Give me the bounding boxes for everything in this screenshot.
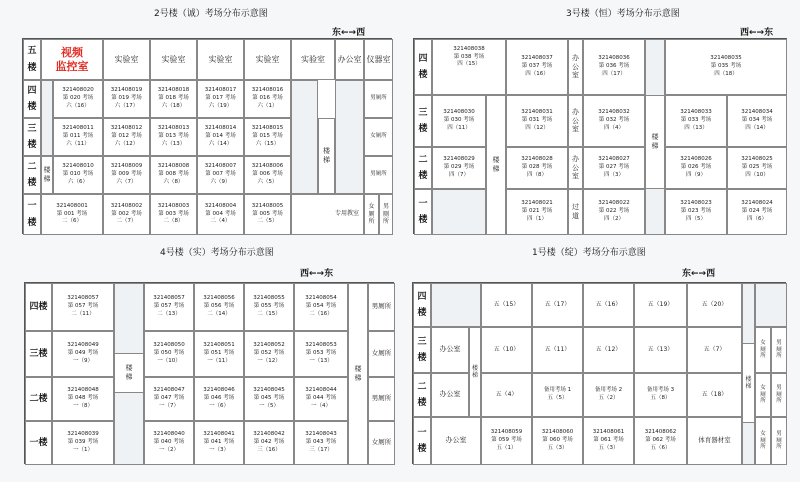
office-room: 办 公 室 <box>568 95 583 147</box>
mens-restroom: 男厕所 <box>364 80 393 118</box>
exam-room: 321408057 第 057 考场 二（13） <box>144 283 194 331</box>
exam-room: 321408031 第 031 考场 四（12） <box>506 95 568 147</box>
exam-room: 321408008 第 008 考场 六（8） <box>150 156 197 194</box>
exam-room: 321408021 第 021 考场 四（1） <box>506 189 568 235</box>
exam-room: 321408028 第 028 考场 四（8） <box>506 147 568 189</box>
building1-title: 1号楼（绽）考场分布示意图 <box>532 248 646 258</box>
exam-room: 321408005 第 005 考场 二（5） <box>244 194 291 235</box>
exam-room: 321408011 第 011 考场 六（11） <box>53 118 103 156</box>
lab-room: 实验室 <box>150 39 197 80</box>
exam-room: 321408038 第 038 考场 四（15） <box>432 39 506 95</box>
mens-restroom: 男厕所 <box>368 377 395 421</box>
floor-label: 二 楼 <box>23 156 41 194</box>
equipment-room: 仪器室 <box>364 39 393 80</box>
floor-label: 三 楼 <box>23 118 41 156</box>
exam-room: 321408056 第 056 考场 二（14） <box>194 283 244 331</box>
lab-room: 实验室 <box>244 39 291 80</box>
building1-plan <box>412 282 786 464</box>
class-room: 五（13） <box>634 327 687 373</box>
exam-room: 321408036 第 036 考场 四（17） <box>583 39 645 95</box>
class-room: 五（20） <box>687 283 742 327</box>
class-room: 五（10） <box>481 327 532 373</box>
exam-room: 321408035 第 035 考场 四（18） <box>665 39 787 95</box>
exam-room: 321408054 第 054 考场 二（16） <box>294 283 348 331</box>
floor-label: 一 楼 <box>414 189 432 235</box>
exam-room: 321408037 第 037 考场 四（16） <box>506 39 568 95</box>
building3-direction: 西←→东 <box>740 28 774 38</box>
building4-direction: 西←→东 <box>300 269 334 279</box>
video-monitoring-room: 视频 监控室 <box>41 39 103 80</box>
building4-title: 4号楼（实）考场分布示意图 <box>160 248 274 258</box>
exam-room: 321408029 第 029 考场 四（7） <box>432 147 486 189</box>
building4-plan <box>24 282 394 464</box>
exam-room: 321408043 第 043 考场 三（17） <box>294 421 348 465</box>
floor-label: 一 楼 <box>23 194 41 235</box>
exam-room: 321408057 第 057 考场 二（11） <box>52 283 114 331</box>
exam-room: 321408001 第 001 考场 二（6） <box>41 194 103 235</box>
womens-restroom: 女 厕 所 <box>755 373 771 417</box>
exam-room: 321408048 第 048 考场 一（8） <box>52 377 114 421</box>
exam-room: 321408023 第 023 考场 四（5） <box>665 189 727 235</box>
stairs: 楼 梯 <box>348 283 368 465</box>
passage: 过 道 <box>568 189 583 235</box>
exam-room: 321408047 第 047 考场 一（7） <box>144 377 194 421</box>
mens-restroom: 男 厕 所 <box>771 417 787 465</box>
class-room: 五（11） <box>532 327 583 373</box>
exam-room: 321408022 第 022 考场 四（2） <box>583 189 645 235</box>
exam-room: 321408042 第 042 考场 三（16） <box>244 421 294 465</box>
exam-room: 321408034 第 034 考场 四（14） <box>727 95 787 147</box>
building2-title: 2号楼（诚）考场分布示意图 <box>154 9 268 19</box>
mens-restroom: 男厕所 <box>368 283 395 331</box>
exam-room: 321408017 第 017 考场 六（19） <box>197 80 244 118</box>
exam-room: 321408002 第 002 考场 二（7） <box>103 194 150 235</box>
class-room: 五（7） <box>687 327 742 373</box>
lab-room: 实验室 <box>291 39 335 80</box>
exam-room: 321408027 第 027 考场 四（3） <box>583 147 645 189</box>
gym-equipment-room: 体育器材室 <box>687 417 742 465</box>
office-room: 办公室 <box>431 373 469 417</box>
exam-room: 321408015 第 015 考场 六（15） <box>244 118 291 156</box>
exam-room: 321408020 第 020 考场 六（16） <box>53 80 103 118</box>
special-classroom: 专用教室 <box>291 194 364 235</box>
building1-direction: 东←→西 <box>682 269 716 279</box>
building2-plan <box>22 38 392 234</box>
stairs: 楼 梯 <box>486 95 506 235</box>
corridor <box>291 80 318 194</box>
backup-exam-room: 备用考场 2 五（2） <box>583 373 634 417</box>
exam-room: 321408024 第 024 考场 四（6） <box>727 189 787 235</box>
floor-label: 二楼 <box>25 377 52 421</box>
floor-label: 四楼 <box>25 283 52 331</box>
class-room: 五（19） <box>634 283 687 327</box>
stairs: 楼 梯 <box>318 118 335 194</box>
exam-room: 321408051 第 051 考场 一（11） <box>194 331 244 377</box>
floor-label: 二 楼 <box>413 373 431 417</box>
exam-room: 321408040 第 040 考场 一（2） <box>144 421 194 465</box>
floor-label: 二 楼 <box>414 147 432 189</box>
exam-room: 321408044 第 044 考场 一（4） <box>294 377 348 421</box>
building3-title: 3号楼（恒）考场分布示意图 <box>566 9 680 19</box>
empty-space <box>431 283 481 327</box>
exam-room: 321408010 第 010 考场 六（6） <box>53 156 103 194</box>
exam-room: 321408030 第 030 考场 四（11） <box>432 95 486 147</box>
exam-room: 321408050 第 050 考场 一（10） <box>144 331 194 377</box>
exam-room: 321408025 第 025 考场 四（10） <box>727 147 787 189</box>
lab-room: 实验室 <box>197 39 244 80</box>
backup-exam-room: 备用考场 1 五（5） <box>532 373 583 417</box>
womens-restroom: 女厕所 <box>364 118 393 156</box>
stairs: 楼 梯 <box>742 343 755 423</box>
floor-label: 一 楼 <box>413 417 431 465</box>
exam-room: 321408060 第 060 考场 五（3） <box>532 417 583 465</box>
exam-room: 321408016 第 016 考场 六（1） <box>244 80 291 118</box>
building2-direction: 东←→西 <box>332 28 366 38</box>
womens-restroom: 女 厕 所 <box>755 417 771 465</box>
exam-room: 321408059 第 059 考场 五（1） <box>481 417 532 465</box>
floor-label: 三 楼 <box>414 95 432 147</box>
corridor <box>41 80 53 156</box>
class-room: 五（16） <box>583 283 634 327</box>
stairs: 楼 梯 <box>645 95 665 189</box>
exam-room: 321408033 第 033 考场 四（13） <box>665 95 727 147</box>
exam-room: 321408046 第 046 考场 一（6） <box>194 377 244 421</box>
floor-label: 五 楼 <box>23 39 41 80</box>
office-room: 办 公 室 <box>568 39 583 95</box>
class-room: 五（12） <box>583 327 634 373</box>
floor-label: 四 楼 <box>23 80 41 118</box>
class-room: 五（18） <box>687 373 742 417</box>
exam-room: 321408062 第 062 考场 五（6） <box>634 417 687 465</box>
exam-room: 321408007 第 007 考场 六（9） <box>197 156 244 194</box>
backup-exam-room: 备用考场 3 五（8） <box>634 373 687 417</box>
stairs: 楼 梯 <box>469 327 481 417</box>
floor-label: 四 楼 <box>413 283 431 327</box>
exam-room: 321408041 第 041 考场 一（3） <box>194 421 244 465</box>
exam-room: 321408045 第 045 考场 一（5） <box>244 377 294 421</box>
floor-label: 四 楼 <box>414 39 432 95</box>
office-room: 办 公 室 <box>568 147 583 189</box>
mens-restroom: 男厕所 <box>364 156 393 194</box>
building3-plan <box>413 38 787 234</box>
mens-restroom: 男 厕 所 <box>379 194 393 235</box>
stairs: 楼 梯 <box>41 156 53 194</box>
floor-label: 三楼 <box>25 331 52 377</box>
exam-room: 321408009 第 009 考场 六（7） <box>103 156 150 194</box>
class-room: 五（15） <box>481 283 532 327</box>
floor-label: 三 楼 <box>413 327 431 373</box>
exam-room: 321408006 第 006 考场 六（5） <box>244 156 291 194</box>
stairs: 楼 梯 <box>114 353 144 393</box>
office-room: 办公室 <box>431 327 469 373</box>
exam-room: 321408055 第 055 考场 二（15） <box>244 283 294 331</box>
exam-room: 321408014 第 014 考场 六（14） <box>197 118 244 156</box>
exam-room: 321408004 第 004 考场 二（4） <box>197 194 244 235</box>
floor-label: 一楼 <box>25 421 52 465</box>
lab-room: 实验室 <box>103 39 150 80</box>
class-room: 五（17） <box>532 283 583 327</box>
empty-space <box>755 283 787 327</box>
office-room: 办公室 <box>431 417 481 465</box>
hallway <box>335 80 364 194</box>
exam-room: 321408039 第 039 考场 一（1） <box>52 421 114 465</box>
womens-restroom: 女厕所 <box>368 331 395 377</box>
mens-restroom: 男 厕 所 <box>771 373 787 417</box>
exam-room: 321408019 第 019 考场 六（17） <box>103 80 150 118</box>
exam-room: 321408018 第 018 考场 六（18） <box>150 80 197 118</box>
exam-room: 321408026 第 026 考场 四（9） <box>665 147 727 189</box>
exam-room: 321408013 第 013 考场 六（13） <box>150 118 197 156</box>
empty-space <box>432 189 486 235</box>
womens-restroom: 女厕所 <box>368 421 395 465</box>
womens-restroom: 女 厕 所 <box>755 327 771 373</box>
office-room: 办公室 <box>335 39 364 80</box>
exam-room: 321408052 第 052 考场 一（12） <box>244 331 294 377</box>
exam-room: 321408032 第 032 考场 四（4） <box>583 95 645 147</box>
exam-room: 321408003 第 003 考场 二（8） <box>150 194 197 235</box>
exam-room: 321408061 第 061 考场 五（3） <box>583 417 634 465</box>
womens-restroom: 女 厕 所 <box>364 194 379 235</box>
mens-restroom: 男 厕 所 <box>771 327 787 373</box>
exam-room: 321408049 第 049 考场 一（9） <box>52 331 114 377</box>
exam-room: 321408053 第 053 考场 一（13） <box>294 331 348 377</box>
class-room: 五（4） <box>481 373 532 417</box>
exam-room: 321408012 第 012 考场 六（12） <box>103 118 150 156</box>
